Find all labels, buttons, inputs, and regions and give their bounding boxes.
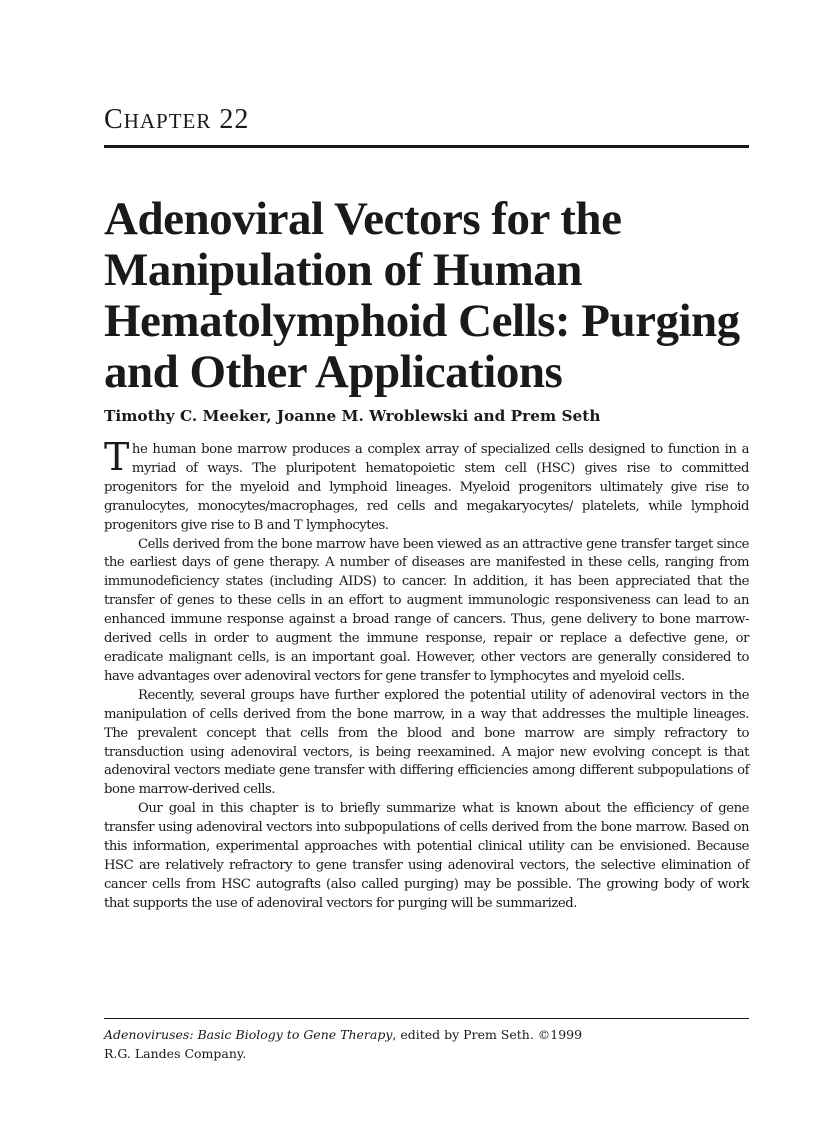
footnote-rule (104, 1018, 749, 1019)
paragraph-text: he human bone marrow produces a complex array of specialized cells designed to function in a myriad of ways. The pluripotent hematopoietic stem cell (HSC) gives rise to committed progenitors for the myeloid and lymphoid lineages. Myeloid progenitors ultimately give rise to granulocytes, monocytes/macrophages, red cells and megakaryocytes/ platelets, while lymphoid progenitors give rise to B and T lymphocytes. (104, 442, 749, 533)
citation-line (104, 1026, 749, 1045)
chapter-heading-rule (104, 145, 749, 148)
title-line: and Other Applications (104, 346, 563, 398)
title-line: Adenoviral Vectors for the (104, 193, 622, 245)
publisher-line: R.G. Landes Company. (104, 1045, 247, 1061)
title-line: Manipulation of Human (104, 244, 582, 296)
chapter-label-initial: C (104, 104, 124, 135)
title-line: Hematolymphoid Cells: Purging (104, 295, 740, 347)
chapter-title (104, 194, 749, 398)
author-list: Timothy C. Meeker, Joanne M. Wroblewski and Prem Seth (104, 407, 601, 425)
body-paragraph: Our goal in this chapter is to briefly summarize what is known about the efficiency of gene transfer using adenoviral vectors into subpopulations of cells derived from the bone marrow. Based on this information, experimental approaches with potential clinical utility can be envisioned. Because HSC are relatively refractory to gene transfer using adenoviral vectors, the selective elimination of cancer cells from HSC autografts (also called purging) may be possible. The growing body of work that supports the use of adenoviral vectors for purging will be summarized. (104, 801, 749, 911)
book-title: Adenoviruses: Basic Biology to Gene Therapy (104, 1027, 393, 1042)
chapter-label (104, 106, 249, 134)
drop-cap: T (104, 435, 129, 479)
body-paragraph: Cells derived from the bone marrow have been viewed as an attractive gene transfer target since the earliest days of gene therapy. A number of diseases are manifested in these cells, ranging from immunodeficiency states (including AIDS) to cancer. In addition, it has been appreciated that the transfer of genes to these cells in an effort to augment immunologic responsiveness can lead to an enhanced immune response against a broad range of cancers. Thus, gene delivery to bone marrow-derived cells in order to augment the immune response, repair or replace a defective gene, or eradicate malignant cells, is an important goal. However, other vectors are generally considered to have advantages over adenoviral vectors for gene transfer to lymphocytes and myeloid cells. (104, 536, 749, 684)
chapter-number: 22 (219, 104, 250, 135)
editor-credit: , edited by Prem Seth. ©1999 (392, 1027, 583, 1042)
chapter-body (104, 435, 749, 914)
source-footnote (104, 1026, 749, 1063)
body-paragraph (104, 435, 749, 536)
body-paragraph: Recently, several groups have further explored the potential utility of adenoviral vectors in the manipulation of cells derived from the bone marrow, in a way that addresses the multiple lineages. The prevalent concept that cells from the blood and bone marrow are simply refractory to transduction using adenoviral vectors, is being reexamined. A major new evolving concept is that adenoviral vectors mediate gene transfer with differing efficiencies among different subpopulations of bone marrow-derived cells. (104, 687, 749, 798)
chapter-label-word: HAPTER (123, 109, 212, 133)
